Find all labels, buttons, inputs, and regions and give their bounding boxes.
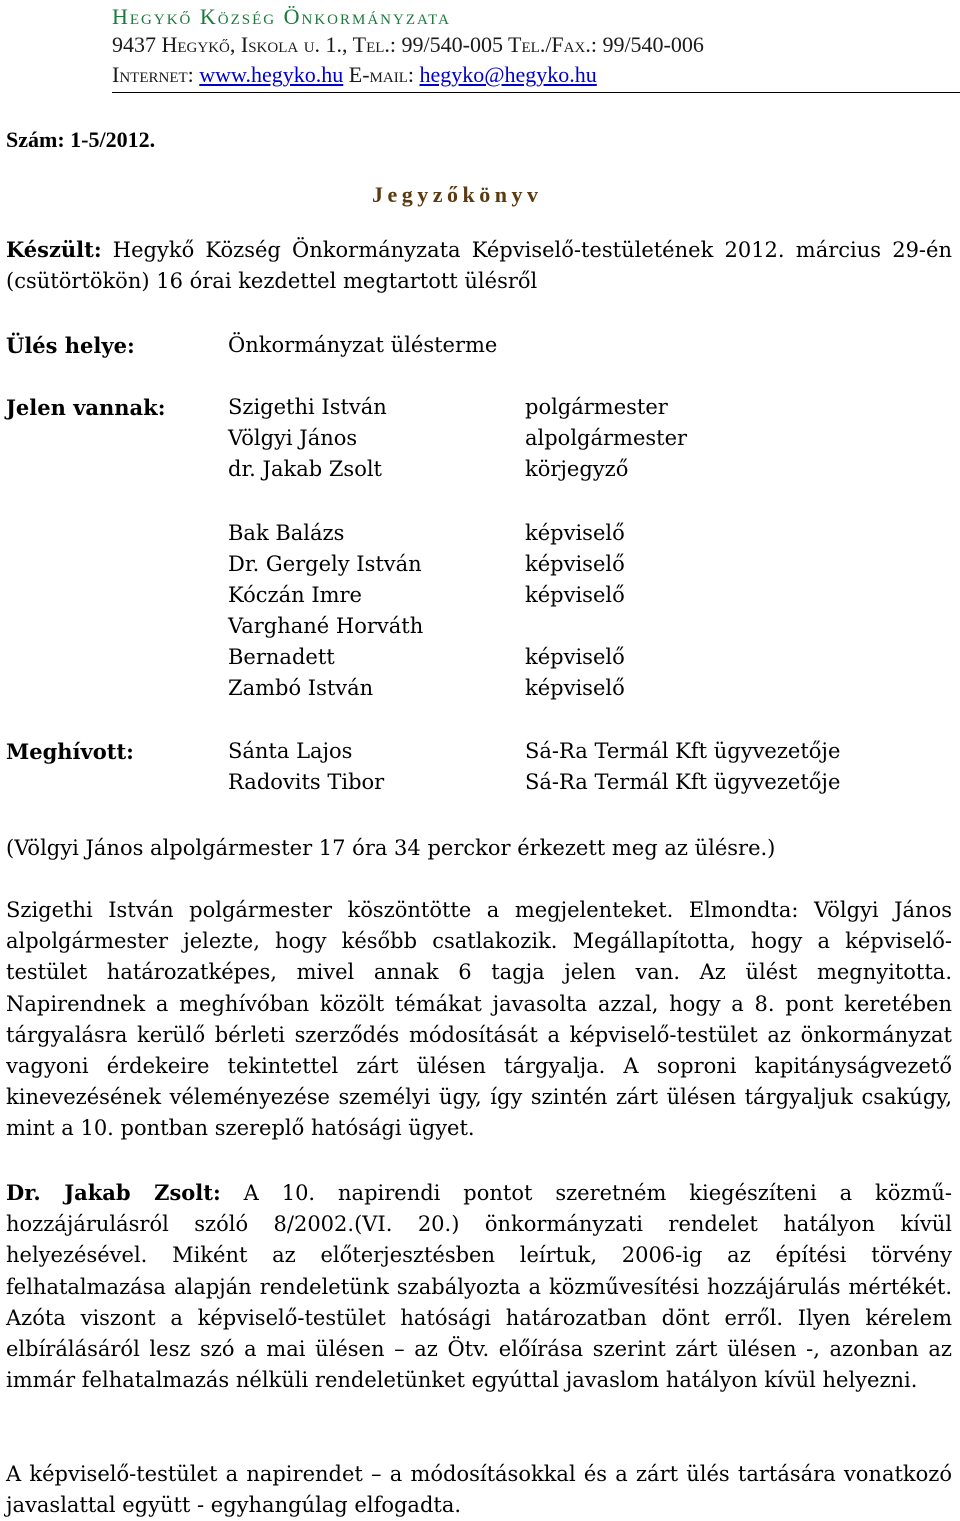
opening-paragraph: Szigethi István polgármester köszöntötte a megjelenteket. Elmondta: Völgyi János alpolgármester jelezte, hogy később csatlakozik. Megállapította, hogy a képviselő-testület határozatképes, mivel annak 6 tagja jelen van. Az ülést megnyitotta. Napirendnek a meghívóban közölt témákat javasolta azzal, hogy a 8. pont keretében tárgyalásra kerülő bérleti szerződés módosítását a képviselő-testület az önkormányzat vagyoni érdekeire tekintettel zárt ülésen tárgyalja. A soproni kapitányságvezető kinevezésének véleményezése személyi ügy, így szintén zárt ülésen tárgyaljuk csakúgy, mint a 10. pontban szereplő hatósági ügyet. xyxy=(6,898,952,1141)
attendee-name: Szigethi István xyxy=(228,395,387,419)
keszult-paragraph xyxy=(6,234,952,297)
jakab-paragraph xyxy=(6,1177,952,1396)
speaker-text: A 10. napirendi pontot szeretném kiegészíteni a közmű-hozzájárulásról szóló 8/2002.(VI. 20.) önkormányzati rendelet hatályon kívül helyezésével. Miként az előterjesztésben leírtuk, 2006-ig az építési törvény felhatalmazása alapján rendeletünk szabályozta a közművesítési hozzájárulás mértékét. Azóta viszont a képviselő-testület hatósági határozatban dönt erről. Ilyen kérelem elbírálásáról lesz szó a mai ülésen – az Ötv. előírása szerint zárt ülésen -, azonban az immár felhatalmazás nélküli rendeletünket egyúttal javaslom hatályon kívül helyezni. xyxy=(6,1181,952,1393)
meghivott-label: Meghívott: xyxy=(6,739,134,764)
attendee-name: dr. Jakab Zsolt xyxy=(228,457,382,481)
email-link[interactable]: hegyko@hegyko.hu xyxy=(419,62,597,87)
invited-name: Radovits Tibor xyxy=(228,770,385,794)
org-name: Hegykő Község Önkormányzata xyxy=(112,4,451,29)
keszult-text: Hegykő Község Önkormányzata Képviselő-testületének 2012. március 29-én (csütörtökön) 16 órai kezdettel megtartott ülésről xyxy=(6,238,952,294)
attendee-name: Bernadett xyxy=(228,645,335,669)
attendee-role: képviselő xyxy=(525,676,625,700)
attendee-role: képviselő xyxy=(525,552,625,576)
attendee-role: körjegyző xyxy=(525,457,629,481)
org-address: 9437 Hegykő, Iskola u. 1., Tel.: 99/540-005 Tel./Fax.: 99/540-006 xyxy=(112,32,704,57)
attendee-name: Dr. Gergely István xyxy=(228,552,422,576)
header-divider xyxy=(112,92,960,93)
attendee-role: polgármester xyxy=(525,395,668,419)
attendee-name: Bak Balázs xyxy=(228,521,345,545)
jelen-label: Jelen vannak: xyxy=(6,395,166,420)
document-title: Jegyzőkönyv xyxy=(372,182,543,207)
attendee-role: alpolgármester xyxy=(525,426,688,450)
arrival-note: (Völgyi János alpolgármester 17 óra 34 perckor érkezett meg az ülésre.) xyxy=(6,836,776,860)
website-link[interactable]: www.hegyko.hu xyxy=(199,62,344,87)
invited-role: Sá-Ra Termál Kft ügyvezetője xyxy=(525,739,841,763)
keszult-label: Készült: xyxy=(6,237,102,262)
email-label: E-mail: xyxy=(348,62,414,87)
resolution-paragraph: A képviselő-testület a napirendet – a módosításokkal és a zárt ülés tartására vonatkozó javaslattal együtt - egyhangúlag elfogadta. xyxy=(6,1462,952,1518)
ules-helye-label: Ülés helye: xyxy=(6,333,135,358)
ules-helye-value: Önkormányzat ülésterme xyxy=(228,333,498,357)
attendee-role: képviselő xyxy=(525,521,625,545)
attendee-name: Kóczán Imre xyxy=(228,583,362,607)
document-number: Szám: 1-5/2012. xyxy=(6,127,156,152)
attendee-role: képviselő xyxy=(525,645,625,669)
org-contacts xyxy=(112,62,597,88)
attendee-role: képviselő xyxy=(525,583,625,607)
attendee-name: Varghané Horváth xyxy=(228,614,424,638)
internet-label: Internet: xyxy=(112,62,194,87)
attendee-name: Zambó István xyxy=(228,676,374,700)
invited-role: Sá-Ra Termál Kft ügyvezetője xyxy=(525,770,841,794)
speaker-label: Dr. Jakab Zsolt: xyxy=(6,1180,221,1205)
attendee-name: Völgyi János xyxy=(228,426,358,450)
invited-name: Sánta Lajos xyxy=(228,739,353,763)
